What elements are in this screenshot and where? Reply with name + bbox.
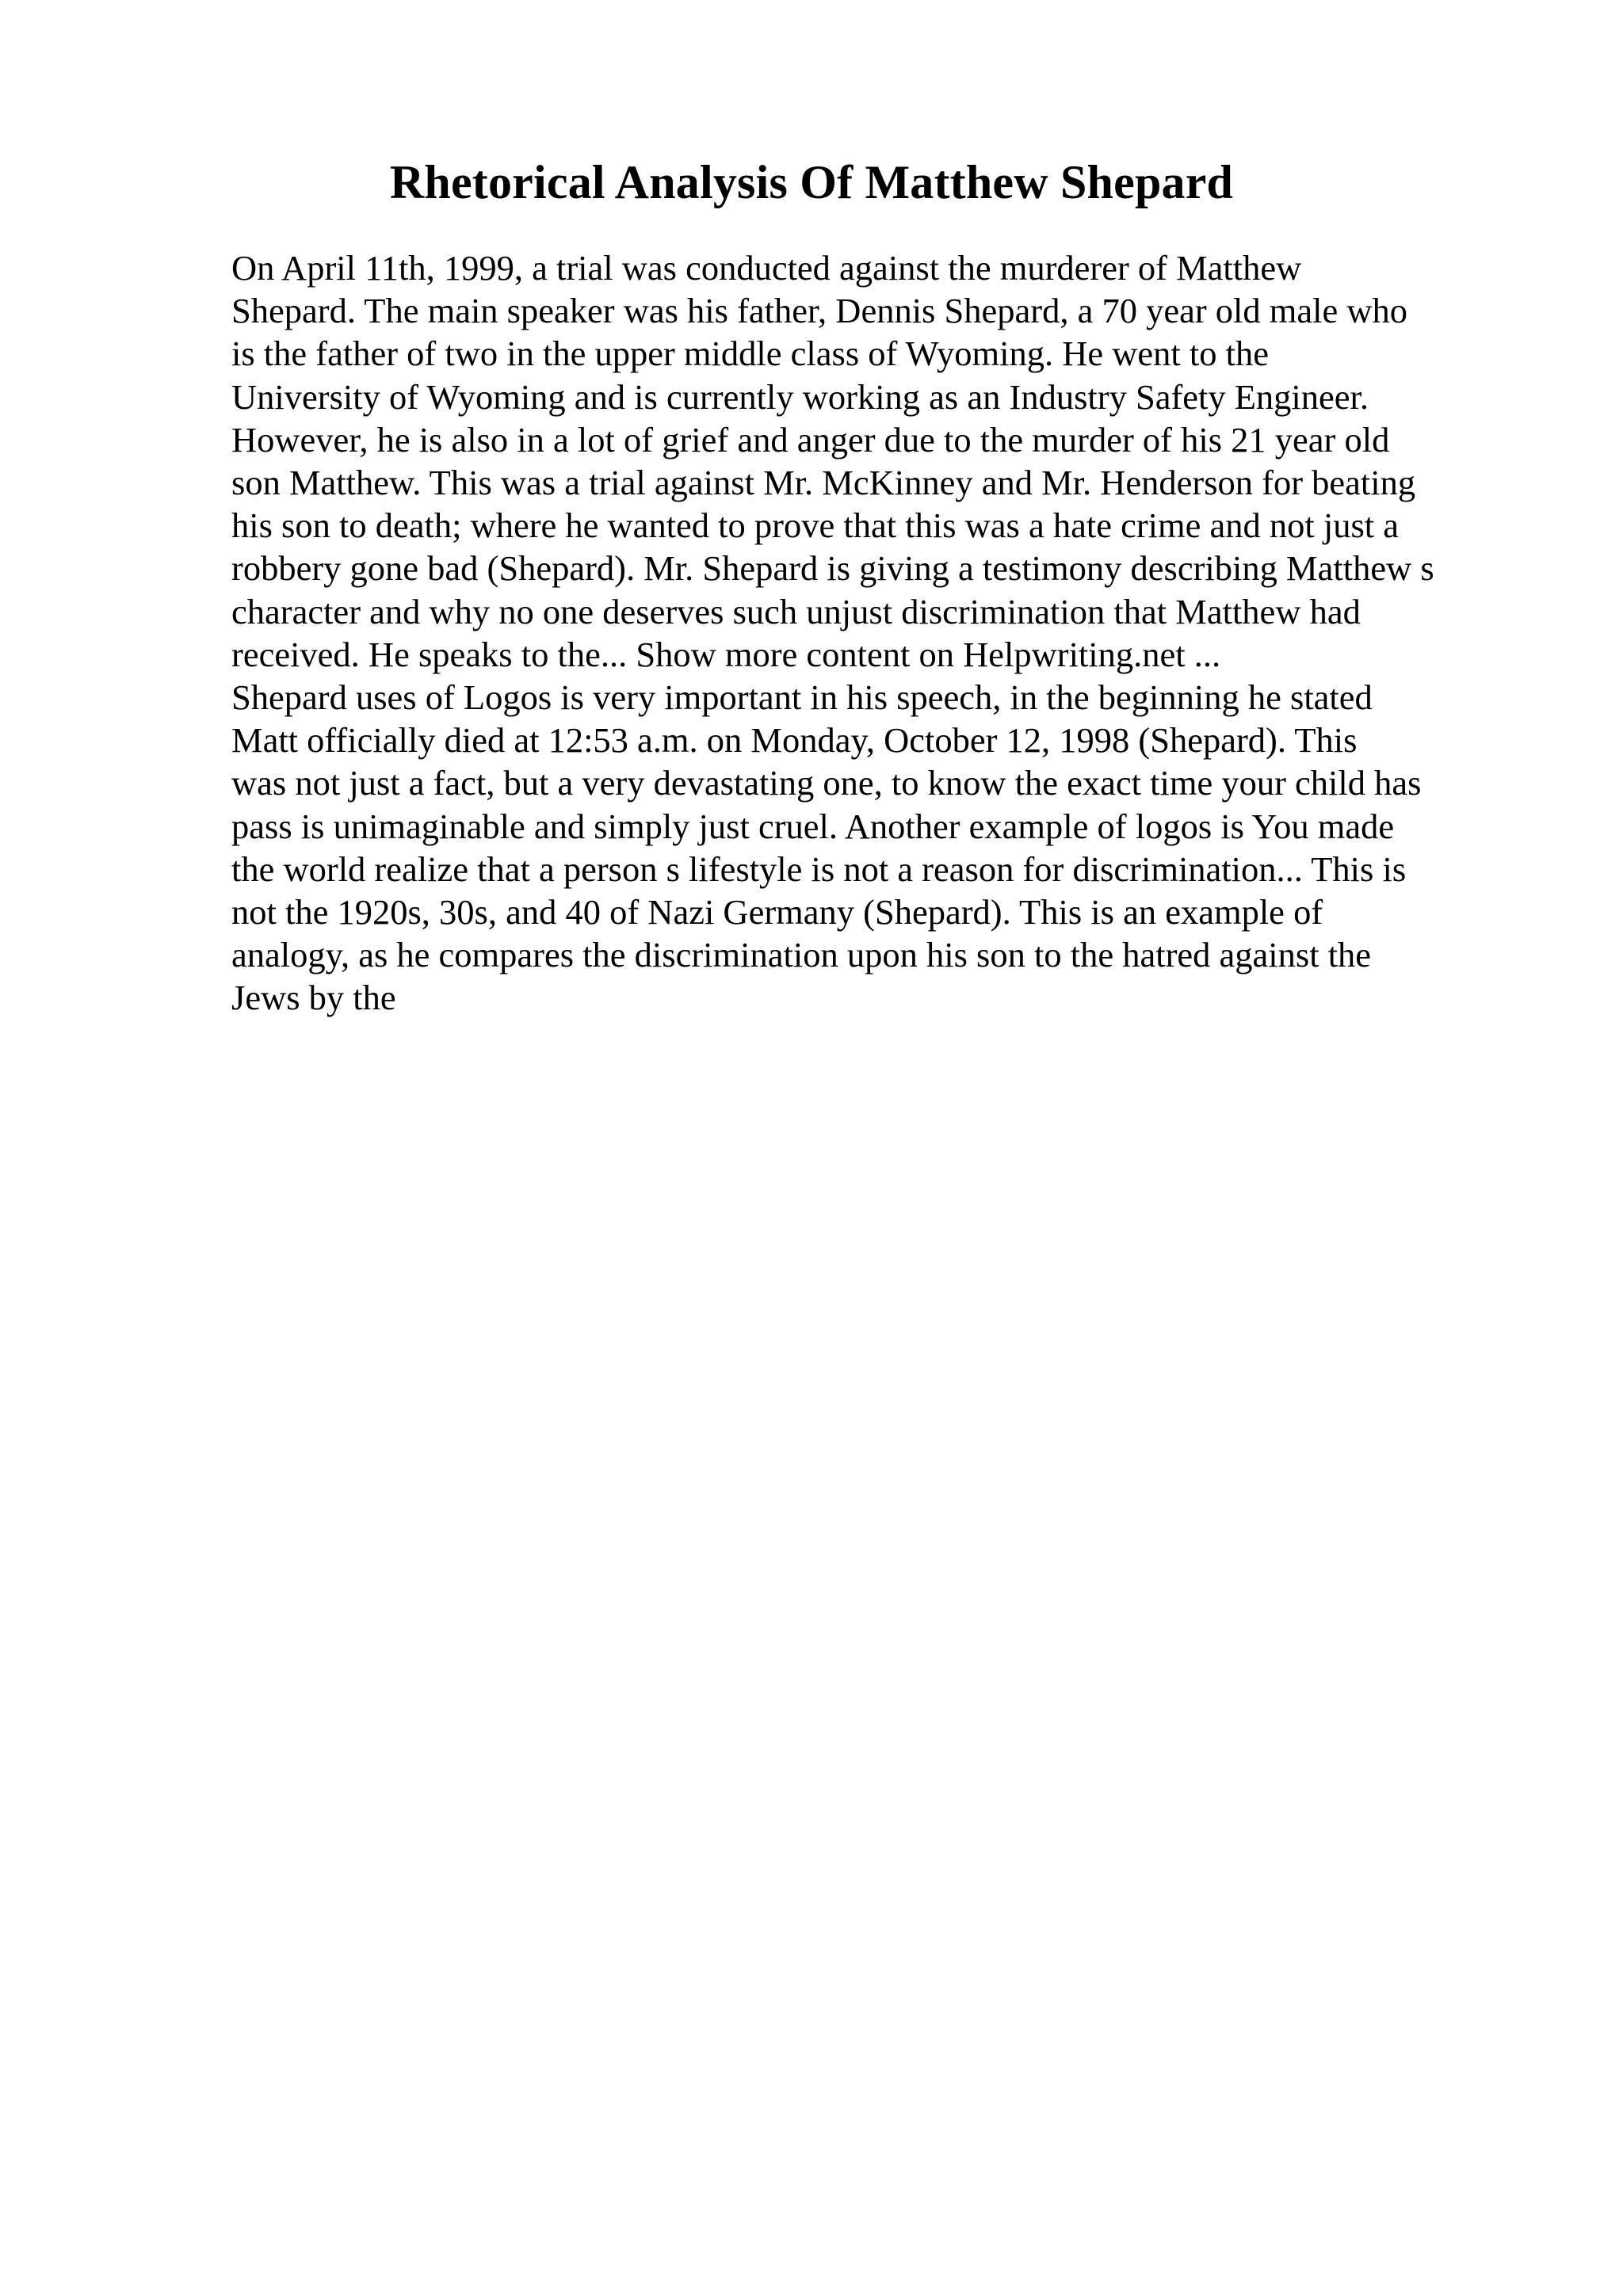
body-line: pass is unimaginable and simply just cruel. Another example of logos is You made: [231, 806, 1395, 846]
body-line: On April 11th, 1999, a trial was conducted against the murderer of Matthew: [231, 248, 1302, 288]
body-line: character and why no one deserves such unjust discrimination that Matthew had: [231, 591, 1361, 631]
document-body: [231, 246, 1499, 1020]
body-line: is the father of two in the upper middle class of Wyoming. He went to the: [231, 334, 1269, 374]
body-line: Shepard. The main speaker was his father, Dennis Shepard, a 70 year old male who: [231, 291, 1407, 331]
body-line: received. He speaks to the... Show more content on Helpwriting.net ...: [231, 634, 1221, 674]
body-line: son Matthew. This was a trial against Mr. McKinney and Mr. Henderson for beating: [231, 463, 1416, 503]
document-title: Rhetorical Analysis Of Matthew Shepard: [389, 156, 1234, 208]
body-line: not the 1920s, 30s, and 40 of Nazi Germany (Shepard). This is an example of: [231, 892, 1323, 933]
body-line: the world realize that a person s lifestyle is not a reason for discrimination... This is: [231, 849, 1407, 889]
body-line: However, he is also in a lot of grief and anger due to the murder of his 21 year old: [231, 419, 1390, 460]
body-line: robbery gone bad (Shepard). Mr. Shepard is giving a testimony describing Matthew s: [231, 548, 1434, 589]
body-line: University of Wyoming and is currently working as an Industry Safety Engineer.: [231, 376, 1369, 417]
body-line: Shepard uses of Logos is very important in his speech, in the beginning he stated: [231, 677, 1373, 718]
body-line: Jews by the: [231, 978, 396, 1018]
body-line: his son to death; where he wanted to prove that this was a hate crime and not just a: [231, 505, 1400, 546]
body-line: Matt officially died at 12:53 a.m. on Monday, October 12, 1998 (Shepard). This: [231, 720, 1358, 761]
body-line: was not just a fact, but a very devastating one, to know the exact time your child has: [231, 763, 1422, 803]
body-line: analogy, as he compares the discrimination upon his son to the hatred against the: [231, 935, 1372, 975]
